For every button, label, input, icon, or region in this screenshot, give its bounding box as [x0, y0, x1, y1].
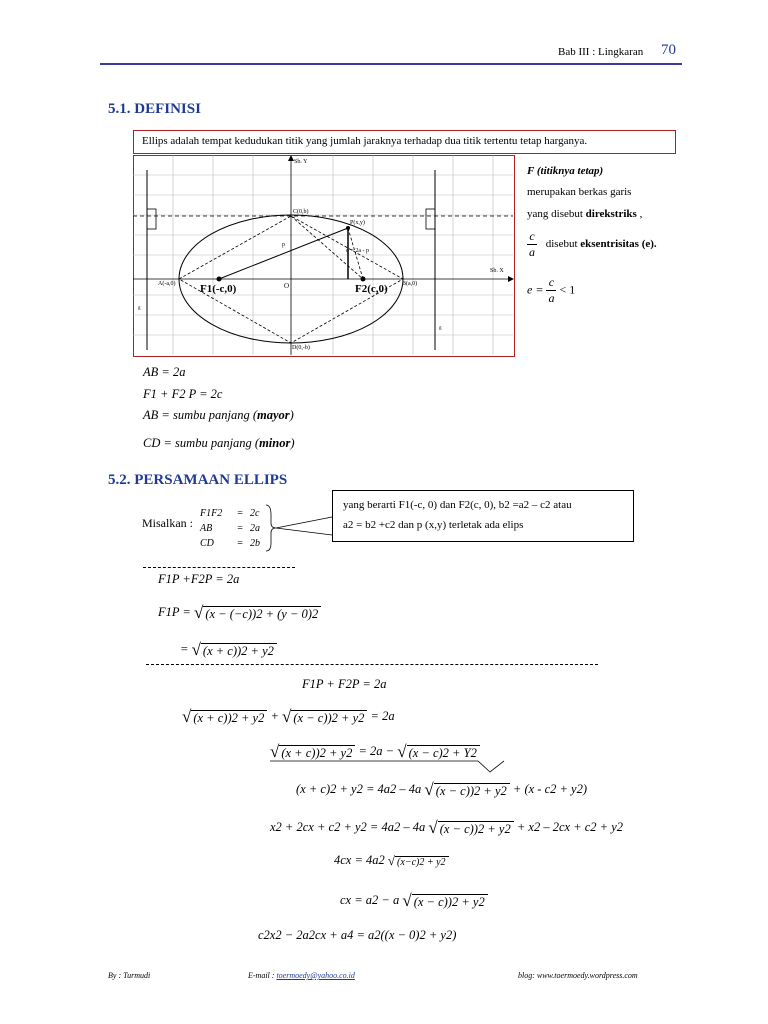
point-d-label: D(0,-b): [292, 345, 310, 351]
point-p-label: P(x,y): [350, 220, 365, 226]
focus1-label: F1(-c,0): [200, 283, 237, 295]
ellipse-figure: [133, 155, 515, 357]
fact-mayor: AB = sumbu panjang (mayor): [143, 408, 294, 422]
point-c-label: C(0,b): [293, 209, 309, 215]
point-a-label: A(-a,0): [158, 281, 176, 287]
definition-text: Ellips adalah tempat kedudukan titik yang jumlah jaraknya terhadap dua titik tertentu tetap harganya.: [142, 135, 588, 147]
dashed-rule-1: [143, 567, 295, 568]
brace-pointer: [264, 503, 336, 553]
right-directrix-label: g: [439, 326, 442, 331]
point-b-label: B(a,0): [402, 281, 418, 287]
focus2-label: F2(c,0): [355, 283, 388, 295]
email-link[interactable]: toermoedy@yahoo.co.id: [276, 971, 355, 980]
eq-sum-2: F1P + F2P = 2a: [302, 677, 387, 691]
eq-final: c2x2 − 2a2cx + a4 = a2((x − 0)2 + y2): [258, 928, 457, 942]
side-f-title: F (titiknya tetap): [527, 165, 604, 177]
side-line2: merupakan berkas garis: [527, 186, 632, 198]
eq-two-radicals: √ (x + c))2 + y2 + √ (x − c))2 + y2 = 2a: [182, 707, 395, 726]
left-directrix-label: g: [138, 306, 141, 311]
dashed-rule-2: [146, 664, 598, 665]
fact-f1f2: F1 + F2 P = 2c: [143, 387, 223, 401]
eq-squared: (x + c)2 + y2 = 4a2 – 4a √ (x − c))2 + y2 + (x - c2 + y2): [296, 780, 588, 799]
header-rule: [100, 63, 682, 65]
footer-blog: blog: www.toermoedy.wordpress.com: [518, 971, 638, 980]
callout-line2: a2 = b2 +c2 dan p (x,y) terletak ada elips: [343, 519, 524, 531]
eq-isolate-radical: √ (x + c))2 + y2 = 2a − √ (x − c)2 + Y2: [270, 742, 480, 762]
eq-expanded: x2 + 2cx + c2 + y2 = 4a2 – 4a √ (x − c))2 + y2 + x2 – 2cx + c2 + y2: [270, 818, 624, 837]
callout-box: [332, 490, 634, 542]
fact-ab: AB = 2a: [143, 365, 186, 379]
eq-f1p-simplified: = √ (x + c))2 + y2: [180, 640, 277, 660]
side-line3: yang disebut direkstriks ,: [527, 208, 643, 220]
eq-sum: F1P +F2P = 2a: [158, 572, 240, 586]
section-title-definisi: 5.1. DEFINISI: [108, 101, 201, 117]
eq-4cx: 4cx = 4a2 √ (x−c)2 + y2: [334, 853, 449, 869]
underline-bracket: [268, 758, 508, 774]
eq-f1p: F1P = √ (x − (−c))2 + (y − 0)2: [158, 603, 321, 623]
side-e-inequality: e = $\frac{c}{a}$ < 1: [527, 275, 576, 305]
x-axis-label: Sb. X: [490, 268, 504, 274]
page-number: 70: [661, 42, 676, 58]
footer-email: E-mail : toermoedy@yahoo.co.id: [248, 971, 355, 980]
origin-label: O: [284, 282, 290, 290]
side-ecc-def: $\frac{c}{a}$ disebut eksentrisitas (e).: [529, 229, 657, 259]
misalkan-table: F1F2 = 2c AB = 2a CD = 2b: [200, 508, 260, 549]
misalkan-label: Misalkan :: [142, 516, 193, 530]
footer-author: By : Turmudi: [108, 971, 151, 980]
segment-p-label: p: [282, 242, 285, 248]
header-chapter: Bab III : Lingkaran: [558, 46, 644, 58]
callout-line1: yang berarti F1(-c, 0) dan F2(c, 0), b2 =a2 – c2 atau: [343, 499, 572, 511]
segment-q-label: q = 2a - p: [346, 248, 370, 254]
fact-minor: CD = sumbu panjang (minor): [143, 436, 295, 450]
y-axis-label: Sb. Y: [294, 159, 308, 165]
section-title-persamaan: 5.2. PERSAMAAN ELLIPS: [108, 472, 288, 488]
eq-cx: cx = a2 − a √ (x − c))2 + y2: [340, 891, 488, 911]
